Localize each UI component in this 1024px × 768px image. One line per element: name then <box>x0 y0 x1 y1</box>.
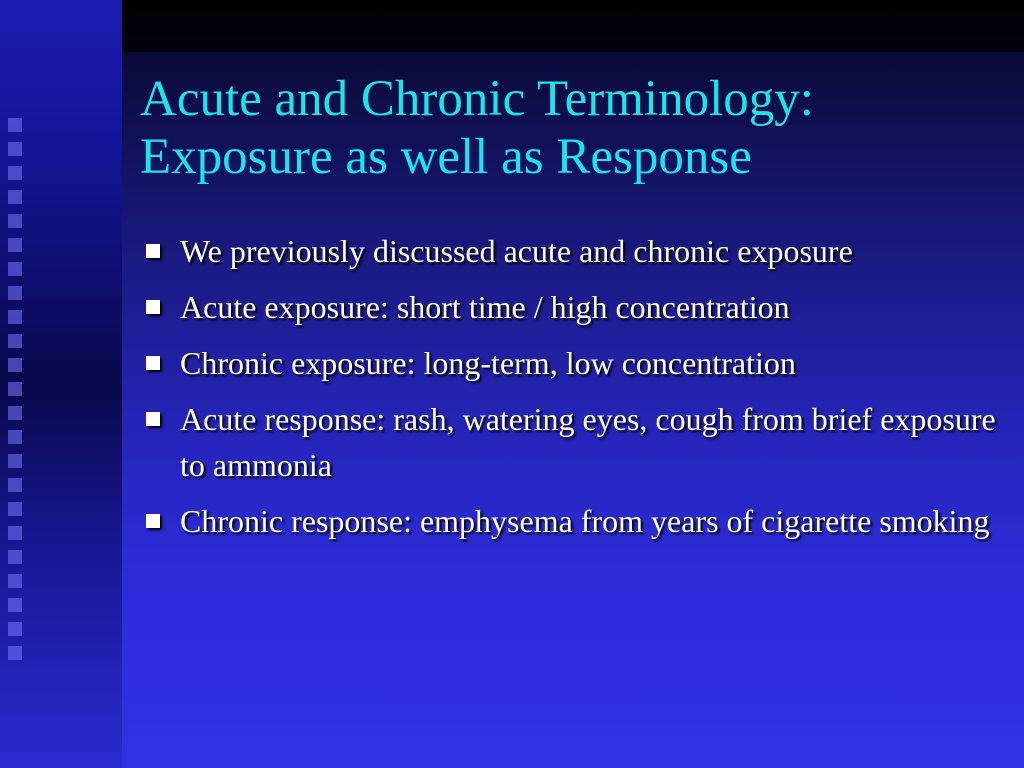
title-line-2: Exposure as well as Response <box>140 129 752 185</box>
decorative-square <box>8 310 22 324</box>
decorative-square <box>8 190 22 204</box>
decorative-square <box>8 118 22 132</box>
square-bullet-icon <box>146 356 160 370</box>
decorative-square <box>8 262 22 276</box>
title-line-1: Acute and Chronic Terminology: <box>140 71 814 127</box>
decorative-square <box>8 214 22 228</box>
bullet-item <box>140 340 1000 386</box>
bullet-item <box>140 228 1000 274</box>
decorative-square <box>8 478 22 492</box>
decorative-square <box>8 334 22 348</box>
decorative-square <box>8 646 22 660</box>
decorative-square <box>8 502 22 516</box>
decorative-squares <box>8 118 30 678</box>
decorative-square <box>8 598 22 612</box>
square-bullet-icon <box>146 514 160 528</box>
top-band <box>122 0 1024 52</box>
bullet-text: Chronic exposure: long-term, low concentration <box>180 345 796 381</box>
bullet-text: Acute response: rash, watering eyes, cough from brief exposure to ammonia <box>180 401 996 483</box>
bullet-text: Acute exposure: short time / high concentration <box>180 289 790 325</box>
bullet-item <box>140 498 1000 544</box>
bullet-text: We previously discussed acute and chronic exposure <box>180 233 853 269</box>
decorative-square <box>8 550 22 564</box>
square-bullet-icon <box>146 412 160 426</box>
bullet-item <box>140 284 1000 330</box>
decorative-square <box>8 238 22 252</box>
decorative-square <box>8 286 22 300</box>
bullet-list <box>140 228 1000 554</box>
slide-title <box>140 70 1010 186</box>
decorative-square <box>8 622 22 636</box>
left-decorative-panel <box>0 0 122 768</box>
decorative-square <box>8 574 22 588</box>
decorative-square <box>8 142 22 156</box>
decorative-square <box>8 454 22 468</box>
decorative-square <box>8 358 22 372</box>
decorative-square <box>8 430 22 444</box>
square-bullet-icon <box>146 244 160 258</box>
bullet-item <box>140 396 1000 488</box>
decorative-square <box>8 382 22 396</box>
bullet-text: Chronic response: emphysema from years of cigarette smoking <box>180 503 990 539</box>
decorative-square <box>8 526 22 540</box>
decorative-square <box>8 406 22 420</box>
decorative-square <box>8 166 22 180</box>
square-bullet-icon <box>146 300 160 314</box>
